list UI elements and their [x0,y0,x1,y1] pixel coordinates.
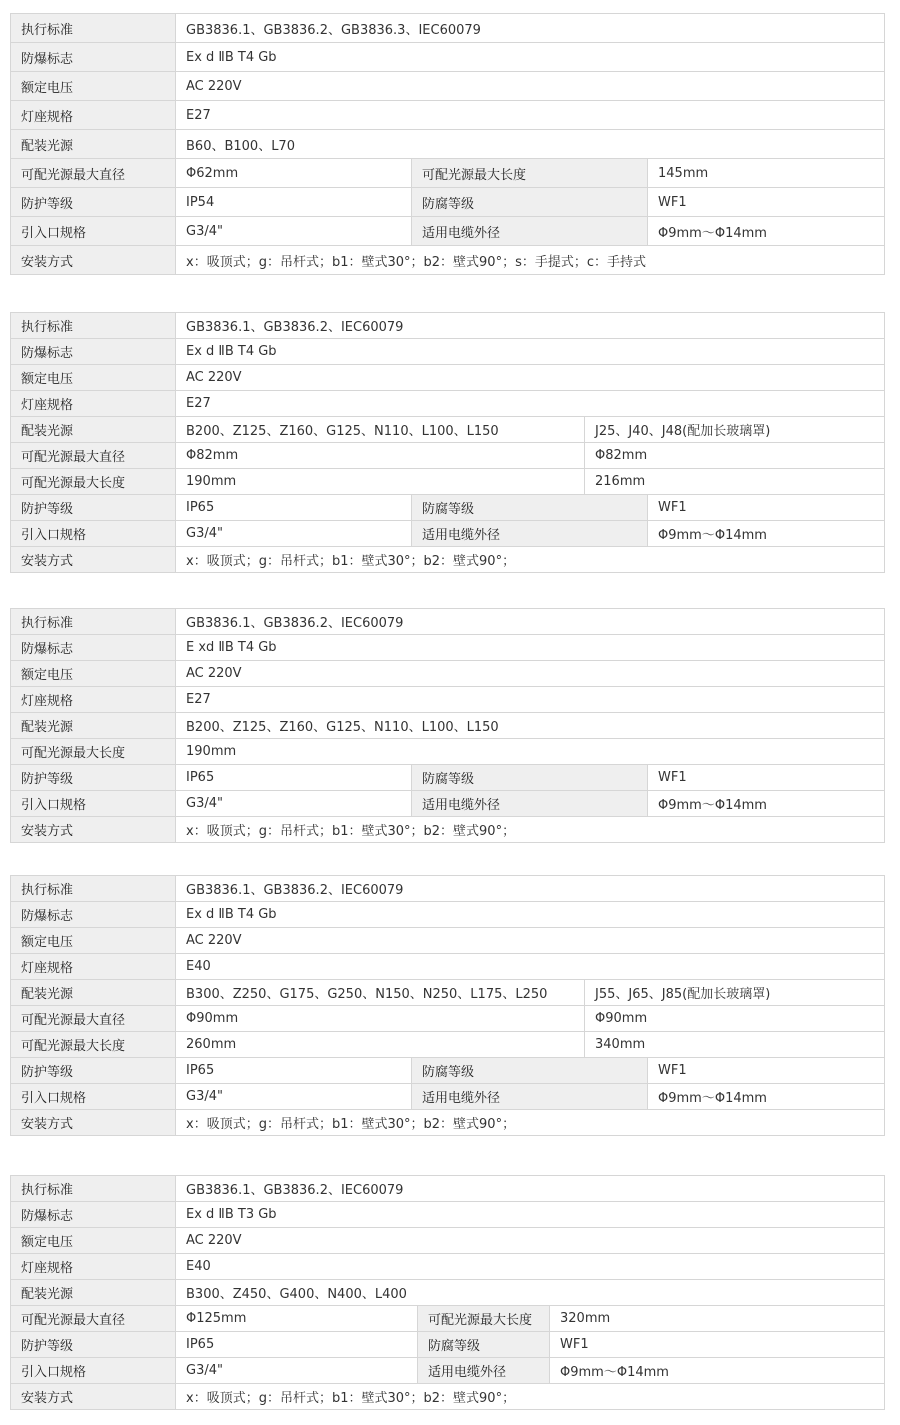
spec-value-cell: G3/4" [176,1084,412,1110]
spec-table-1 [10,13,885,275]
spec-value-cell: Φ9mm～Φ14mm [648,217,885,246]
spec-value-cell: E27 [176,687,885,713]
spec-value-cell: B200、Z125、Z160、G125、N110、L100、L150 [176,417,585,443]
table-row [11,101,885,130]
spec-value-cell: WF1 [648,765,885,791]
spec-label-cell: 安装方式 [11,246,176,275]
spec-value-cell: E xd ⅡB T4 Gb [176,635,885,661]
table-row [11,14,885,43]
spec-value-cell: Φ90mm [176,1006,585,1032]
spec-label-cell: 防护等级 [11,1058,176,1084]
spec-value-cell: x：吸顶式；g：吊杆式；b1：壁式30°；b2：壁式90°； [176,1110,885,1136]
spec-value-cell: B60、B100、L70 [176,130,885,159]
spec-label-cell: 额定电压 [11,928,176,954]
spec-value-cell: x：吸顶式；g：吊杆式；b1：壁式30°；b2：壁式90°；s：手提式；c：手持式 [176,246,885,275]
table-row [11,43,885,72]
spec-label-cell: 灯座规格 [11,101,176,130]
spec-value-cell: Ex d ⅡB T4 Gb [176,43,885,72]
table-row [11,1280,885,1306]
spec-label-cell: 防护等级 [11,495,176,521]
spec-label-cell: 防爆标志 [11,635,176,661]
spec-value-cell: Φ82mm [585,443,885,469]
spec-label-cell: 适用电缆外径 [412,791,648,817]
spec-label-cell: 防护等级 [11,188,176,217]
spec-value-cell: 190mm [176,469,585,495]
table-row [11,902,885,928]
spec-label-cell: 防护等级 [11,1332,176,1358]
table-row [11,980,885,1006]
spec-label-cell: 防腐等级 [412,1058,648,1084]
table-row [11,1202,885,1228]
spec-label-cell: 防爆标志 [11,1202,176,1228]
table-row [11,417,885,443]
table-row [11,1384,885,1410]
spec-label-cell: 安装方式 [11,547,176,573]
spec-label-cell: 适用电缆外径 [418,1358,550,1384]
spec-value-cell: AC 220V [176,365,885,391]
table-row [11,188,885,217]
table-row [11,72,885,101]
spec-label-cell: 适用电缆外径 [412,217,648,246]
spec-label-cell: 配装光源 [11,713,176,739]
spec-value-cell: Ex d ⅡB T4 Gb [176,902,885,928]
spec-value-cell: Ex d ⅡB T4 Gb [176,339,885,365]
spec-value-cell: Φ9mm～Φ14mm [648,791,885,817]
table-row [11,217,885,246]
spec-label-cell: 适用电缆外径 [412,521,648,547]
spec-label-cell: 防爆标志 [11,902,176,928]
spec-label-cell: 可配光源最大长度 [11,469,176,495]
spec-label-cell: 防爆标志 [11,43,176,72]
table-row [11,1006,885,1032]
spec-value-cell: 145mm [648,159,885,188]
spec-value-cell: G3/4" [176,1358,418,1384]
table-row [11,954,885,980]
table-row [11,159,885,188]
spec-value-cell: B300、Z250、G175、G250、N150、N250、L175、L250 [176,980,585,1006]
spec-table-3 [10,608,885,843]
spec-label-cell: 防腐等级 [412,495,648,521]
table-row [11,1032,885,1058]
spec-label-cell: 防护等级 [11,765,176,791]
spec-label-cell: 额定电压 [11,365,176,391]
spec-label-cell: 可配光源最大长度 [11,1032,176,1058]
spec-value-cell: Φ125mm [176,1306,418,1332]
spec-label-cell: 执行标准 [11,609,176,635]
spec-value-cell: GB3836.1、GB3836.2、IEC60079 [176,609,885,635]
spec-label-cell: 可配光源最大直径 [11,1006,176,1032]
spec-label-cell: 引入口规格 [11,1084,176,1110]
spec-value-cell: AC 220V [176,661,885,687]
spec-value-cell: Φ90mm [585,1006,885,1032]
spec-label-cell: 配装光源 [11,1280,176,1306]
spec-value-cell: AC 220V [176,1228,885,1254]
table-row [11,817,885,843]
spec-label-cell: 额定电压 [11,72,176,101]
table-row [11,635,885,661]
table-row [11,739,885,765]
table-row [11,1058,885,1084]
spec-label-cell: 额定电压 [11,661,176,687]
spec-value-cell: J55、J65、J85(配加长玻璃罩) [585,980,885,1006]
spec-label-cell: 可配光源最大直径 [11,159,176,188]
spec-value-cell: Ex d ⅡB T3 Gb [176,1202,885,1228]
table-row [11,1358,885,1384]
spec-label-cell: 适用电缆外径 [412,1084,648,1110]
spec-value-cell: WF1 [648,188,885,217]
spec-label-cell: 执行标准 [11,14,176,43]
spec-value-cell: IP65 [176,1332,418,1358]
spec-label-cell: 可配光源最大长度 [11,739,176,765]
spec-label-cell: 防腐等级 [412,765,648,791]
spec-label-cell: 安装方式 [11,817,176,843]
table-row [11,339,885,365]
spec-value-cell: IP65 [176,495,412,521]
table-row [11,1084,885,1110]
spec-label-cell: 额定电压 [11,1228,176,1254]
table-row [11,521,885,547]
spec-value-cell: E40 [176,1254,885,1280]
table-row [11,791,885,817]
spec-value-cell: 216mm [585,469,885,495]
spec-label-cell: 引入口规格 [11,217,176,246]
spec-label-cell: 执行标准 [11,1176,176,1202]
spec-value-cell: E40 [176,954,885,980]
spec-value-cell: WF1 [648,1058,885,1084]
spec-value-cell: 190mm [176,739,885,765]
spec-value-cell: Φ9mm～Φ14mm [648,1084,885,1110]
table-row [11,928,885,954]
table-row [11,609,885,635]
table-row [11,661,885,687]
table-row [11,313,885,339]
spec-label-cell: 灯座规格 [11,391,176,417]
spec-label-cell: 执行标准 [11,876,176,902]
spec-value-cell: x：吸顶式；g：吊杆式；b1：壁式30°；b2：壁式90°； [176,817,885,843]
spec-value-cell: B200、Z125、Z160、G125、N110、L100、L150 [176,713,885,739]
spec-value-cell: 320mm [550,1306,885,1332]
table-row [11,1110,885,1136]
spec-label-cell: 防腐等级 [412,188,648,217]
spec-value-cell: E27 [176,101,885,130]
spec-value-cell: GB3836.1、GB3836.2、IEC60079 [176,876,885,902]
spec-label-cell: 引入口规格 [11,1358,176,1384]
spec-table-4 [10,875,885,1136]
table-row [11,547,885,573]
spec-value-cell: AC 220V [176,928,885,954]
spec-label-cell: 可配光源最大直径 [11,1306,176,1332]
spec-table-5 [10,1175,885,1410]
spec-label-cell: 灯座规格 [11,1254,176,1280]
spec-table-2 [10,312,885,573]
spec-value-cell: GB3836.1、GB3836.2、GB3836.3、IEC60079 [176,14,885,43]
spec-label-cell: 配装光源 [11,130,176,159]
table-row [11,365,885,391]
spec-value-cell: GB3836.1、GB3836.2、IEC60079 [176,313,885,339]
spec-value-cell: WF1 [648,495,885,521]
spec-value-cell: IP65 [176,1058,412,1084]
spec-value-cell: x：吸顶式；g：吊杆式；b1：壁式30°；b2：壁式90°； [176,1384,885,1410]
spec-value-cell: Φ9mm～Φ14mm [550,1358,885,1384]
spec-value-cell: GB3836.1、GB3836.2、IEC60079 [176,1176,885,1202]
spec-value-cell: 260mm [176,1032,585,1058]
table-row [11,713,885,739]
table-row [11,130,885,159]
spec-value-cell: IP65 [176,765,412,791]
table-row [11,876,885,902]
spec-label-cell: 配装光源 [11,980,176,1006]
spec-value-cell: IP54 [176,188,412,217]
spec-label-cell: 防腐等级 [418,1332,550,1358]
spec-label-cell: 防爆标志 [11,339,176,365]
spec-value-cell: 340mm [585,1032,885,1058]
spec-value-cell: Φ9mm～Φ14mm [648,521,885,547]
table-row [11,469,885,495]
table-row [11,687,885,713]
table-row [11,1254,885,1280]
table-row [11,1228,885,1254]
spec-label-cell: 可配光源最大长度 [418,1306,550,1332]
spec-label-cell: 安装方式 [11,1110,176,1136]
spec-label-cell: 执行标准 [11,313,176,339]
spec-value-cell: x：吸顶式；g：吊杆式；b1：壁式30°；b2：壁式90°； [176,547,885,573]
table-row [11,246,885,275]
spec-value-cell: Φ82mm [176,443,585,469]
spec-value-cell: G3/4" [176,791,412,817]
spec-label-cell: 可配光源最大长度 [412,159,648,188]
spec-value-cell: E27 [176,391,885,417]
spec-value-cell: G3/4" [176,217,412,246]
table-row [11,391,885,417]
spec-label-cell: 灯座规格 [11,687,176,713]
table-row [11,443,885,469]
spec-value-cell: G3/4" [176,521,412,547]
spec-label-cell: 配装光源 [11,417,176,443]
spec-label-cell: 灯座规格 [11,954,176,980]
table-row [11,495,885,521]
table-row [11,1306,885,1332]
spec-label-cell: 引入口规格 [11,521,176,547]
table-row [11,1176,885,1202]
spec-value-cell: WF1 [550,1332,885,1358]
spec-value-cell: J25、J40、J48(配加长玻璃罩) [585,417,885,443]
table-row [11,1332,885,1358]
spec-value-cell: Φ62mm [176,159,412,188]
spec-value-cell: AC 220V [176,72,885,101]
table-row [11,765,885,791]
spec-label-cell: 引入口规格 [11,791,176,817]
spec-value-cell: B300、Z450、G400、N400、L400 [176,1280,885,1306]
spec-label-cell: 安装方式 [11,1384,176,1410]
spec-label-cell: 可配光源最大直径 [11,443,176,469]
